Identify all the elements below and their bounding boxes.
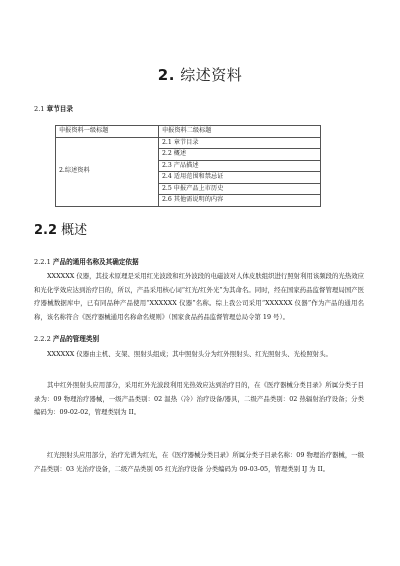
paragraph-infrared-classification: 其中红外照射头应用部分，采用红外光波段利用光热效应达到治疗目的，在《医疗器械分类目录》所属分类子目录为：09 物理治疗器械，一级产品类别：02 温热（冷）治疗设备/器具，二级产品类别：02 热辐射治疗设备；分类编码为：09-02-02，管理类别为 II。 [34, 381, 364, 416]
table-cell: 2.1 章节目录 [159, 137, 321, 149]
title-number: 2. [157, 66, 175, 84]
section-2-2-number: 2.2 [34, 223, 58, 238]
paragraph-name-basis: XXXXXX 仪器，其技术原理是采用红光波段和红外波段的电磁波对人体皮肤组织进行照射利用该频段的光热效应和光化学效应达到治疗目的，所以，产品采用核心词“红光/红外光”为其命名。同时，经在国家药品监督管理局国产医疗器械数据库中，已有同品种产品使用“XXXXXX 仪器”名称。综上我公司采用“XXXXXX 仪器”作为产品的通用名称，该名称符合《医疗器械通用名称命名规则》（国家食品药品监督管理总局令第 19 号）。 [34, 272, 364, 321]
table-header-level2: 申报资料二级标题 [159, 126, 321, 138]
table-cell: 2.4 适用范围和禁忌证 [159, 172, 321, 184]
section-2-2-2-heading [34, 333, 99, 343]
section-2-1-title: 章节目录 [46, 105, 73, 113]
section-2-1-heading [34, 103, 73, 113]
table-cell: 2.3 产品描述 [159, 160, 321, 172]
section-2-2-2-title: 产品的管理类别 [52, 335, 100, 343]
page-title [0, 64, 400, 85]
table-header-row [56, 126, 321, 138]
table-group-cell: 2.综述资料 [56, 137, 159, 206]
table-cell: 2.5 申报产品上市历史 [159, 183, 321, 195]
title-text: 综述资料 [180, 66, 243, 84]
section-2-2-heading [34, 219, 87, 238]
section-2-1-number: 2.1 [34, 105, 45, 113]
section-2-2-1-number: 2.2.1 [34, 258, 51, 266]
table-row [56, 137, 321, 149]
section-2-2-title: 概述 [61, 223, 88, 238]
chapter-table [55, 125, 321, 207]
table-cell: 2.2 概述 [159, 149, 321, 161]
section-2-2-1-title: 产品的通用名称及其确定依据 [52, 258, 139, 266]
table-header-level1: 申报资料一级标题 [56, 126, 159, 138]
table-cell: 2.6 其他需说明的内容 [159, 195, 321, 207]
paragraph-composition: XXXXXX 仪器由主机、支架、照射头组成；其中照射头分为红外照射头、红光照射头、光检照射头。 [47, 350, 332, 358]
paragraph-red-light-classification: 红光照射头应用部分，治疗光谱为红光，在《医疗器械分类目录》所属分类子目录名称：09 物理治疗器械，一级产品类别：03 光治疗设备，二级产品类别 05 红光治疗设备 分类编码为 09-03-05，管理类别 IJ 为 II。 [34, 451, 364, 473]
section-2-2-1-heading [34, 256, 139, 266]
section-2-2-2-number: 2.2.2 [34, 335, 51, 343]
